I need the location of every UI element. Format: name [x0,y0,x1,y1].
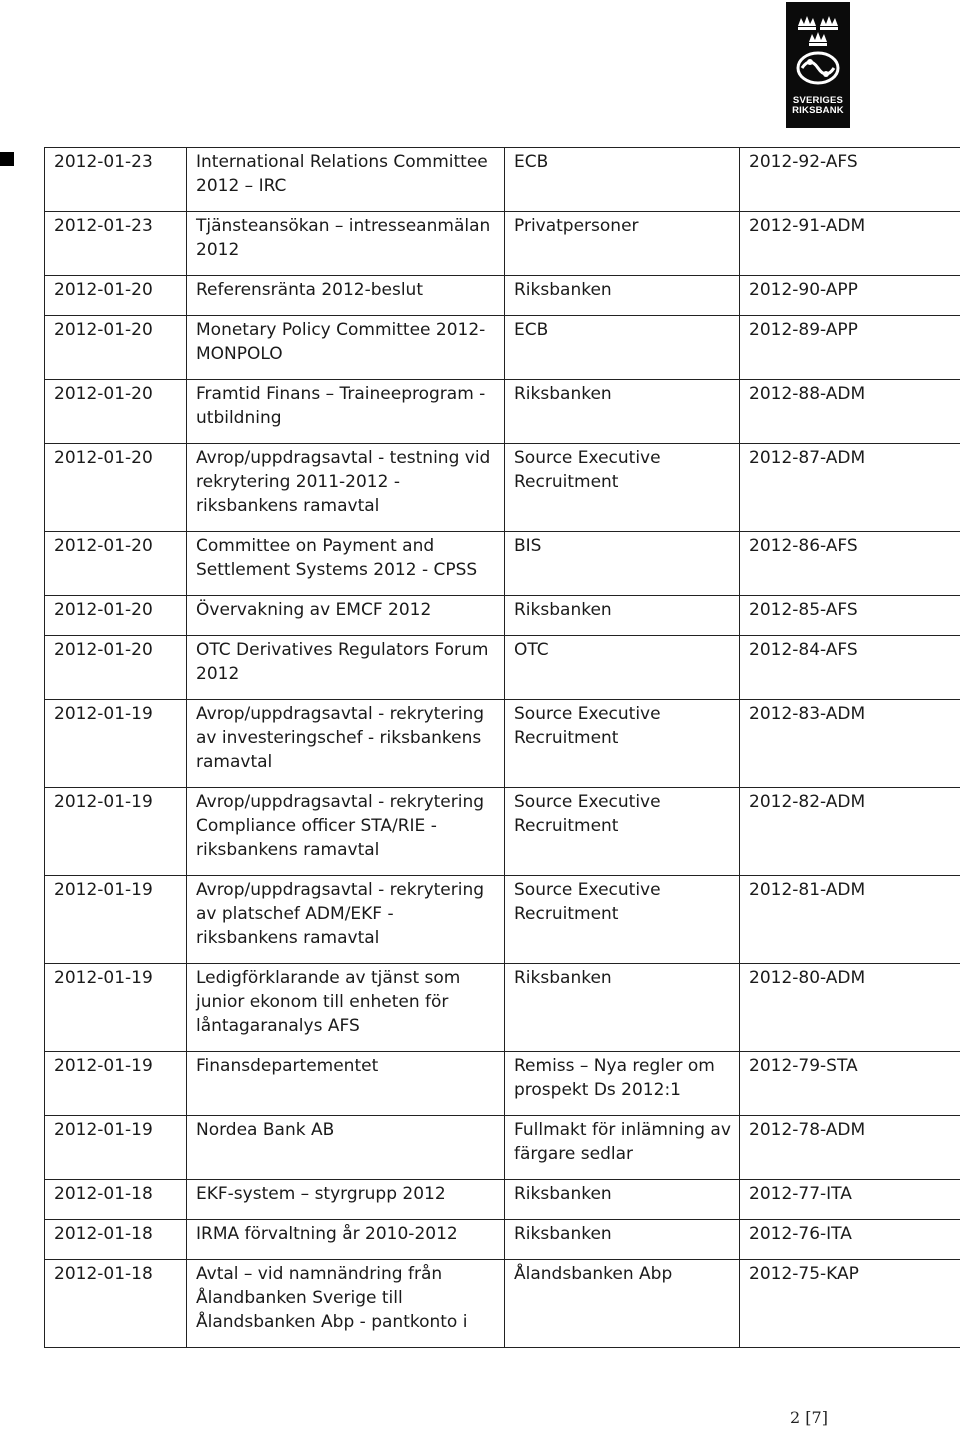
row-party: ECB [505,148,740,212]
row-title: Avrop/uppdragsavtal - testning vid rekrytering 2011-2012 - riksbankens ramavtal [187,444,505,532]
row-party: Privatpersoner [505,212,740,276]
row-reference: 2012-79-STA [740,1052,960,1116]
row-date: 2012-01-20 [45,276,187,316]
row-reference: 2012-91-ADM [740,212,960,276]
row-reference: 2012-89-APP [740,316,960,380]
row-title: Avtal – vid namnändring från Ålandbanken Sverige till Ålandsbanken Abp - pantkonto i [187,1260,505,1348]
table-row [45,1220,960,1260]
row-party: Fullmakt för inlämning av färgare sedlar [505,1116,740,1180]
row-reference: 2012-81-ADM [740,876,960,964]
table-row [45,444,960,532]
row-title: Monetary Policy Committee 2012- MONPOLO [187,316,505,380]
table-row [45,1116,960,1180]
row-title: Nordea Bank AB [187,1116,505,1180]
table-row [45,1260,960,1348]
row-party: Riksbanken [505,964,740,1052]
row-party: ECB [505,316,740,380]
riksbank-logo [786,2,850,128]
row-reference: 2012-87-ADM [740,444,960,532]
row-title: Ledigförklarande av tjänst som junior ekonom till enheten för låntagaranalys AFS [187,964,505,1052]
row-date: 2012-01-20 [45,380,187,444]
row-party: Source Executive Recruitment [505,444,740,532]
row-date: 2012-01-19 [45,788,187,876]
row-party: Source Executive Recruitment [505,876,740,964]
row-title: Finansdepartementet [187,1052,505,1116]
row-date: 2012-01-19 [45,964,187,1052]
row-party: Source Executive Recruitment [505,700,740,788]
row-reference: 2012-90-APP [740,276,960,316]
table-row [45,964,960,1052]
table-row [45,532,960,596]
table-row [45,788,960,876]
row-title: Referensränta 2012-beslut [187,276,505,316]
row-party: Riksbanken [505,1220,740,1260]
row-date: 2012-01-19 [45,1052,187,1116]
row-title: Avrop/uppdragsavtal - rekrytering av platschef ADM/EKF - riksbankens ramavtal [187,876,505,964]
row-reference: 2012-77-ITA [740,1180,960,1220]
row-date: 2012-01-18 [45,1260,187,1348]
page-number: 2 [7] [790,1408,828,1427]
row-reference: 2012-80-ADM [740,964,960,1052]
row-date: 2012-01-20 [45,596,187,636]
row-party: BIS [505,532,740,596]
row-title: EKF-system – styrgrupp 2012 [187,1180,505,1220]
table-row [45,380,960,444]
row-date: 2012-01-18 [45,1220,187,1260]
table-row [45,636,960,700]
row-party: Riksbanken [505,1180,740,1220]
logo-text-line2: RIKSBANK [792,105,844,116]
logo-text-line1: SVERIGES [792,95,844,106]
row-reference: 2012-82-ADM [740,788,960,876]
row-party: Riksbanken [505,276,740,316]
row-party: Remiss – Nya regler om prospekt Ds 2012:1 [505,1052,740,1116]
row-title: IRMA förvaltning år 2010-2012 [187,1220,505,1260]
row-reference: 2012-88-ADM [740,380,960,444]
row-title: International Relations Committee 2012 – IRC [187,148,505,212]
row-reference: 2012-92-AFS [740,148,960,212]
row-date: 2012-01-19 [45,1116,187,1180]
row-party: Ålandsbanken Abp [505,1260,740,1348]
row-title: Committee on Payment and Settlement Systems 2012 - CPSS [187,532,505,596]
row-date: 2012-01-19 [45,876,187,964]
row-title: OTC Derivatives Regulators Forum 2012 [187,636,505,700]
row-date: 2012-01-20 [45,316,187,380]
row-title: Avrop/uppdragsavtal - rekrytering Compliance officer STA/RIE - riksbankens ramavtal [187,788,505,876]
row-party: Riksbanken [505,596,740,636]
row-party: Riksbanken [505,380,740,444]
diary-table [44,147,960,1348]
row-date: 2012-01-23 [45,148,187,212]
row-date: 2012-01-20 [45,636,187,700]
table-row [45,148,960,212]
row-party: OTC [505,636,740,700]
row-reference: 2012-85-AFS [740,596,960,636]
row-title: Framtid Finans – Traineeprogram - utbildning [187,380,505,444]
row-reference: 2012-86-AFS [740,532,960,596]
row-reference: 2012-78-ADM [740,1116,960,1180]
row-date: 2012-01-20 [45,532,187,596]
row-title: Tjänsteansökan – intresseanmälan 2012 [187,212,505,276]
row-title: Övervakning av EMCF 2012 [187,596,505,636]
table-row [45,316,960,380]
diary-table-body [45,148,960,1348]
table-row [45,596,960,636]
row-date: 2012-01-20 [45,444,187,532]
row-date: 2012-01-23 [45,212,187,276]
table-row [45,700,960,788]
table-row [45,1052,960,1116]
row-date: 2012-01-19 [45,700,187,788]
row-reference: 2012-75-KAP [740,1260,960,1348]
row-title: Avrop/uppdragsavtal - rekrytering av investeringschef - riksbankens ramavtal [187,700,505,788]
table-row [45,212,960,276]
table-row [45,276,960,316]
row-reference: 2012-84-AFS [740,636,960,700]
row-reference: 2012-83-ADM [740,700,960,788]
row-date: 2012-01-18 [45,1180,187,1220]
table-row [45,876,960,964]
crowns-crest-icon [792,12,844,96]
table-row [45,1180,960,1220]
bullet-square-icon [0,152,14,166]
row-reference: 2012-76-ITA [740,1220,960,1260]
row-party: Source Executive Recruitment [505,788,740,876]
